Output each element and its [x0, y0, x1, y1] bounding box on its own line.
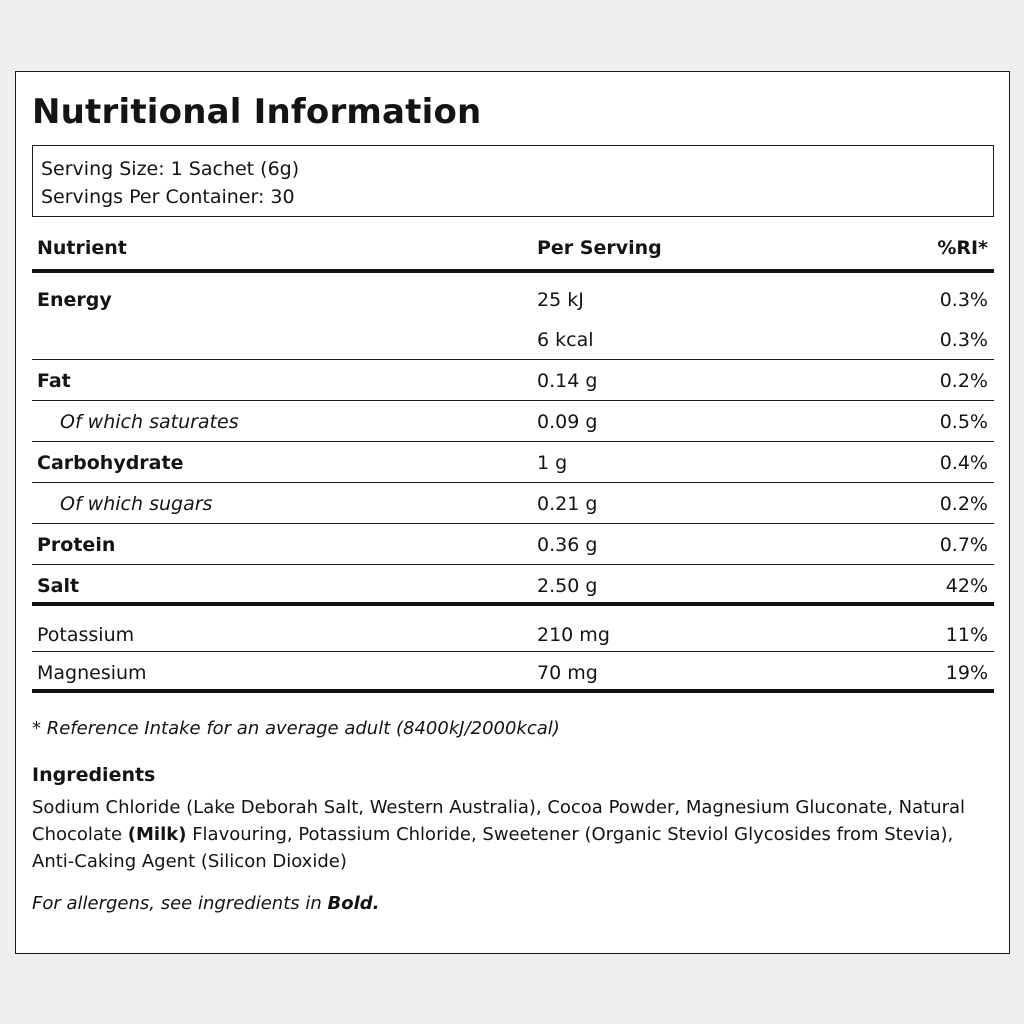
per-serving-value: 2.50 g — [537, 575, 598, 597]
nutrient-name: Protein — [37, 534, 116, 556]
header-ri: %RI* — [937, 237, 988, 259]
ri-value: 0.3% — [939, 289, 988, 311]
table-row-salt — [32, 565, 994, 606]
ingredients-text-before: Sodium Chloride (Lake Deborah Salt, Western Australia), Cocoa Powder, Magnesium Gluconate, Natural Chocolate — [32, 797, 966, 845]
nutrient-name: Energy — [37, 289, 112, 311]
table-row-magnesium — [32, 652, 994, 693]
table-row-carbohydrate — [32, 442, 994, 483]
nutrition-table — [32, 217, 994, 693]
allergen-note-prefix: For allergens, see ingredients in — [32, 893, 328, 914]
ingredients-text — [32, 794, 982, 875]
page-title: Nutritional Information — [32, 92, 482, 132]
table-row-energy-kj — [32, 273, 994, 319]
allergen-note — [32, 893, 379, 914]
per-serving-value: 70 mg — [537, 662, 598, 684]
serving-size: Serving Size: 1 Sachet (6g) — [41, 158, 300, 180]
ri-value: 42% — [945, 575, 988, 597]
nutrient-name: Salt — [37, 575, 80, 597]
header-nutrient: Nutrient — [37, 237, 127, 259]
per-serving-value: 25 kJ — [537, 289, 584, 311]
table-row-protein — [32, 524, 994, 565]
allergen-note-bold: Bold. — [327, 893, 380, 914]
nutrient-name: Of which saturates — [60, 411, 239, 433]
per-serving-value: 0.21 g — [537, 493, 598, 515]
per-serving-value: 0.36 g — [537, 534, 598, 556]
table-row-fat — [32, 360, 994, 401]
ri-value: 0.2% — [939, 493, 988, 515]
per-serving-value: 1 g — [537, 452, 568, 474]
nutrient-name: Fat — [37, 370, 71, 392]
serving-info-box — [32, 145, 994, 217]
nutrient-name: Of which sugars — [60, 493, 213, 515]
ri-value: 0.3% — [939, 329, 988, 351]
ri-value: 0.5% — [939, 411, 988, 433]
reference-intake-footnote: * Reference Intake for an average adult (8400kJ/2000kcal) — [32, 718, 560, 739]
table-row-sugars — [32, 483, 994, 524]
table-row-energy-kcal — [32, 319, 994, 360]
ri-value: 19% — [945, 662, 988, 684]
ri-value: 11% — [945, 624, 988, 646]
per-serving-value: 6 kcal — [537, 329, 594, 351]
nutrient-name: Potassium — [37, 624, 135, 646]
table-header — [32, 217, 994, 273]
per-serving-value: 0.09 g — [537, 411, 598, 433]
per-serving-value: 0.14 g — [537, 370, 598, 392]
ri-value: 0.4% — [939, 452, 988, 474]
ingredients-heading: Ingredients — [32, 764, 156, 786]
allergen-milk: (Milk) — [127, 824, 187, 845]
table-row-saturates — [32, 401, 994, 442]
per-serving-value: 210 mg — [537, 624, 610, 646]
nutrition-panel — [15, 71, 1010, 954]
nutrient-name: Carbohydrate — [37, 452, 184, 474]
ri-value: 0.7% — [939, 534, 988, 556]
table-row-potassium — [32, 606, 994, 652]
header-per-serving: Per Serving — [537, 237, 662, 259]
ri-value: 0.2% — [939, 370, 988, 392]
nutrient-name: Magnesium — [37, 662, 147, 684]
ingredients-text-after: Flavouring, Potassium Chloride, Sweetener (Organic Steviol Glycosides from Stevia), Anti-Caking Agent (Silicon Dioxide) — [32, 824, 954, 872]
servings-per-container: Servings Per Container: 30 — [41, 186, 295, 208]
